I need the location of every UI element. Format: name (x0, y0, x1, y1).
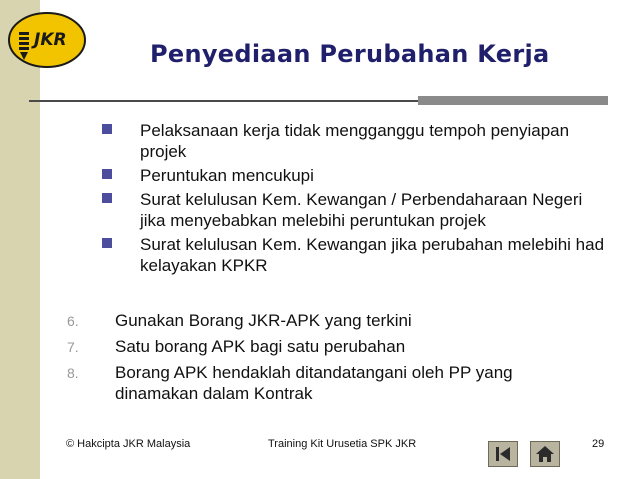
skip-to-start-icon (489, 442, 517, 466)
bullet-text: Pelaksanaan kerja tidak mengganggu tempoh penyiapan projek (140, 121, 570, 161)
bullet-item (100, 120, 610, 162)
square-bullet-icon (102, 169, 112, 179)
left-sidebar-band (0, 0, 40, 479)
numbered-item (67, 336, 587, 357)
logo-text: JKR (34, 30, 67, 50)
bullet-list (100, 120, 610, 276)
numbered-item (67, 362, 587, 404)
item-number: 7. (67, 339, 79, 355)
bullet-item (100, 165, 610, 186)
jkr-logo (6, 10, 88, 70)
slide-title: Penyediaan Perubahan Kerja (150, 40, 550, 68)
item-text: Satu borang APK bagi satu perubahan (115, 337, 406, 356)
page-number: 29 (592, 438, 605, 450)
square-bullet-icon (102, 124, 112, 134)
numbered-list (67, 310, 587, 406)
numbered-item (67, 310, 587, 331)
item-number: 6. (67, 313, 79, 329)
item-text: Borang APK hendaklah ditandatangani oleh PP yang dinamakan dalam Kontrak (115, 363, 513, 403)
bullet-text: Surat kelulusan Kem. Kewangan jika perubahan melebihi had kelayakan KPKR (140, 235, 605, 275)
bullet-text: Peruntukan mencukupi (140, 166, 314, 185)
title-divider (29, 96, 608, 105)
bullet-item (100, 189, 610, 231)
item-text: Gunakan Borang JKR-APK yang terkini (115, 311, 412, 330)
footer-center-text: Training Kit Urusetia SPK JKR (268, 438, 417, 450)
item-number: 8. (67, 365, 79, 381)
square-bullet-icon (102, 193, 112, 203)
bullet-item (100, 234, 610, 276)
home-icon (531, 442, 559, 466)
footer-copyright: © Hakcipta JKR Malaysia (66, 438, 191, 450)
bullet-text: Surat kelulusan Kem. Kewangan / Perbendaharaan Negeri jika menyebabkan melebihi peruntukan projek (140, 190, 583, 230)
first-slide-button[interactable] (488, 441, 518, 467)
home-button[interactable] (530, 441, 560, 467)
square-bullet-icon (102, 238, 112, 248)
